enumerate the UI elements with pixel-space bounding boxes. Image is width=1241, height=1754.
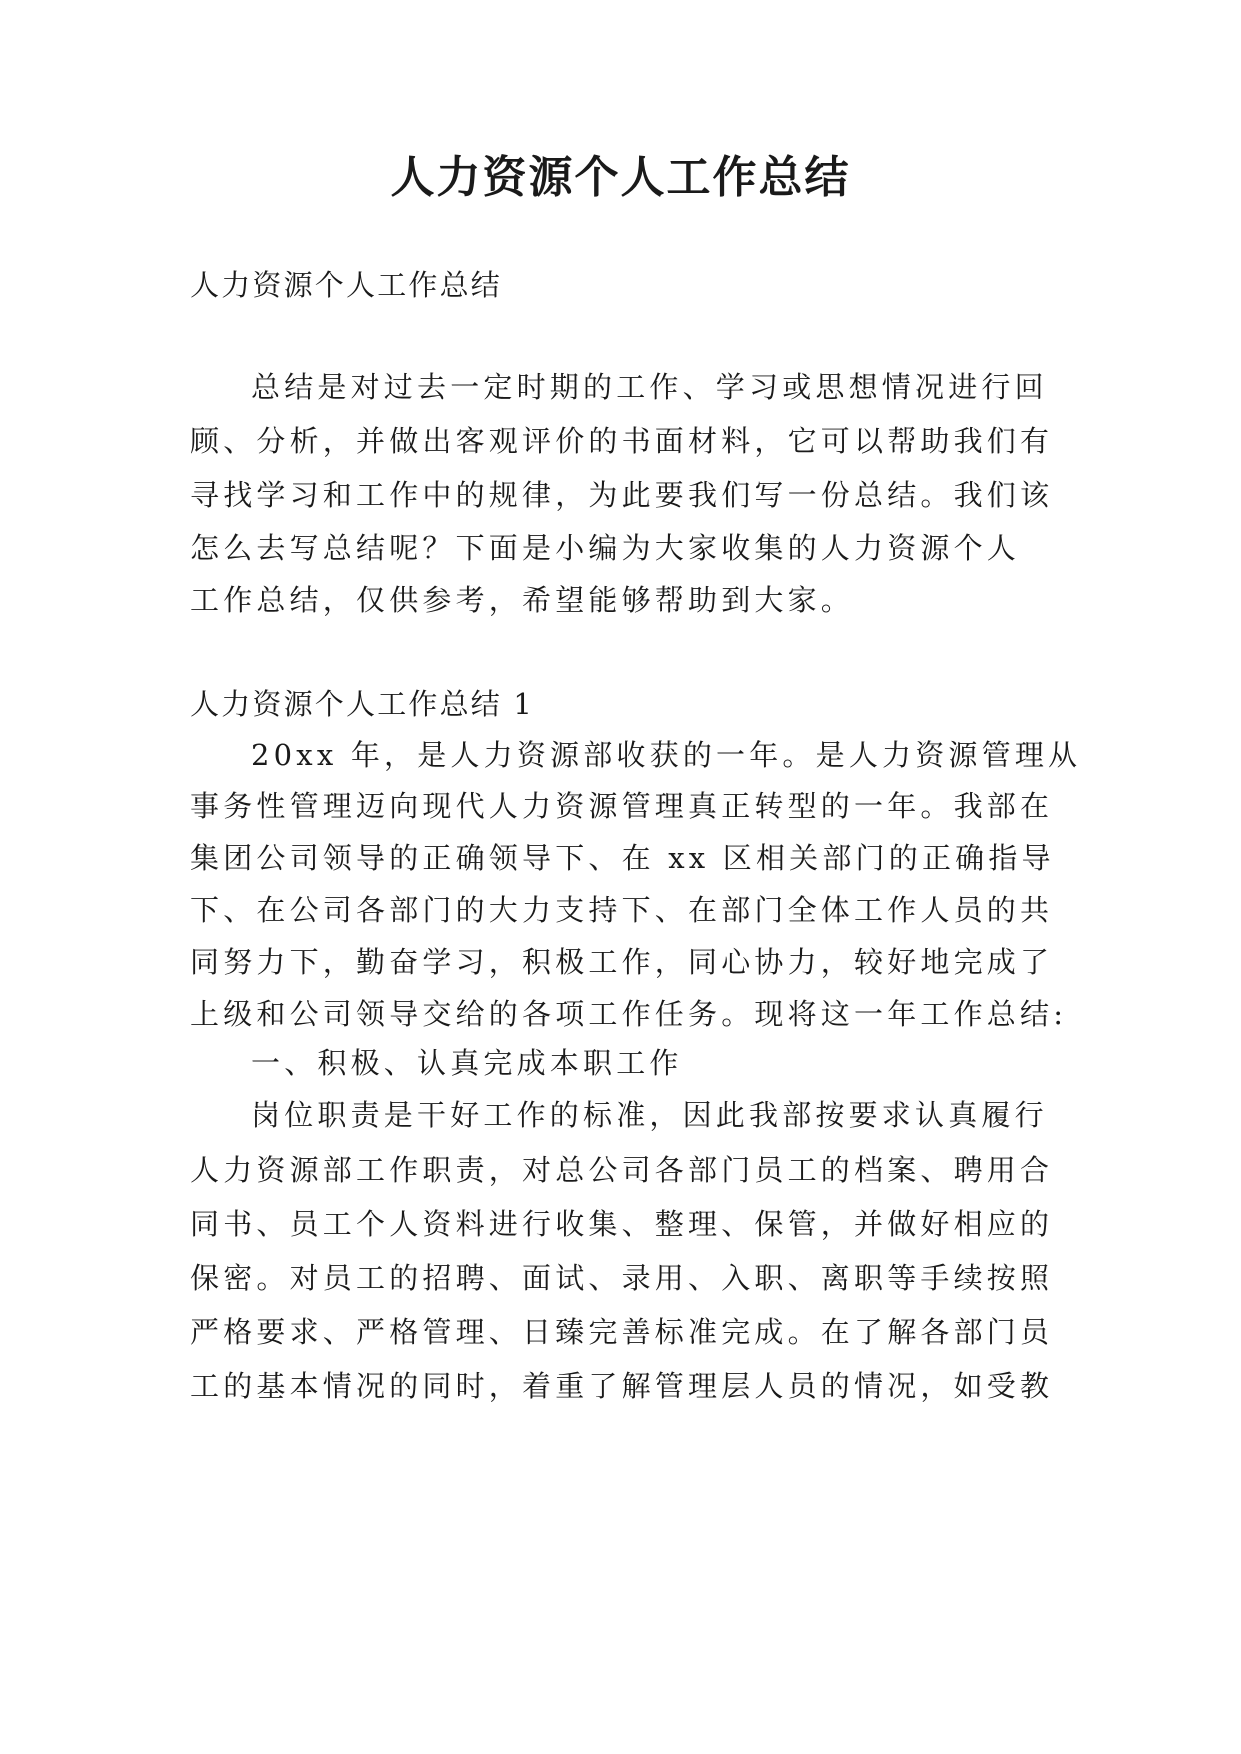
intro-line-4: 怎么去写总结呢？下面是小编为大家收集的人力资源个人	[190, 531, 1021, 565]
document-subtitle: 人力资源个人工作总结	[190, 268, 503, 302]
item1-line-4: 保密。对员工的招聘、面试、录用、入职、离职等手续按照	[190, 1261, 1054, 1295]
intro-line-3: 寻找学习和工作中的规律，为此要我们写一份总结。我们该	[190, 478, 1054, 512]
intro-line-1: 总结是对过去一定时期的工作、学习或思想情况进行回	[251, 370, 1048, 404]
section1-line-2: 事务性管理迈向现代人力资源管理真正转型的一年。我部在	[190, 789, 1054, 823]
section1-line-1: 20xx 年，是人力资源部收获的一年。是人力资源管理从	[251, 738, 1082, 772]
section-heading: 人力资源个人工作总结 1	[190, 687, 535, 721]
section1-line-3: 集团公司领导的正确领导下、在 xx 区相关部门的正确指导	[190, 841, 1055, 875]
item-heading: 一、积极、认真完成本职工作	[251, 1046, 683, 1080]
section1-line-6: 上级和公司领导交给的各项工作任务。现将这一年工作总结:	[190, 997, 1068, 1031]
item1-line-2: 人力资源部工作职责，对总公司各部门员工的档案、聘用合	[190, 1153, 1054, 1187]
section1-line-4: 下、在公司各部门的大力支持下、在部门全体工作人员的共	[190, 893, 1054, 927]
document-title: 人力资源个人工作总结	[390, 152, 851, 203]
intro-line-5: 工作总结，仅供参考，希望能够帮助到大家。	[190, 583, 855, 617]
section1-line-5: 同努力下，勤奋学习，积极工作，同心协力，较好地完成了	[190, 945, 1054, 979]
item1-line-6: 工的基本情况的同时，着重了解管理层人员的情况，如受教	[190, 1369, 1054, 1403]
item1-line-5: 严格要求、严格管理、日臻完善标准完成。在了解各部门员	[190, 1315, 1054, 1349]
intro-line-2: 顾、分析，并做出客观评价的书面材料，它可以帮助我们有	[190, 424, 1054, 458]
item1-line-1: 岗位职责是干好工作的标准，因此我部按要求认真履行	[251, 1098, 1048, 1132]
item1-line-3: 同书、员工个人资料进行收集、整理、保管，并做好相应的	[190, 1207, 1054, 1241]
